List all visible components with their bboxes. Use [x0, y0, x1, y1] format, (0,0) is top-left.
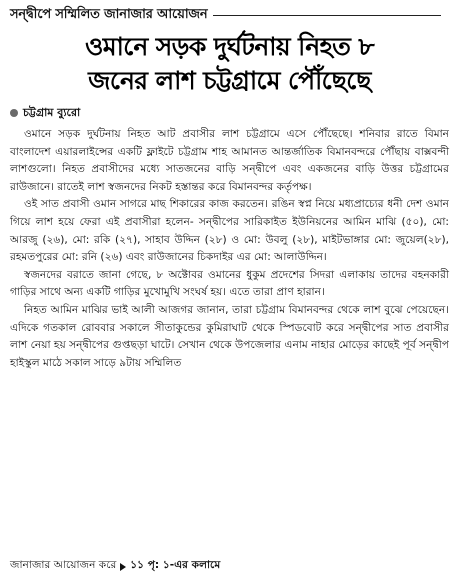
- paragraph-2: ওই সাত প্রবাসী ওমান সাগরে মাছ শিকারের কাজ করতেন। রঙিন স্বপ্ন নিয়ে মধ্যপ্রাচ্যের ধনী দেশ ওমান গিয়ে লাশ হয়ে ফেরা এই প্রবাসীরা হলেন- সন্দ্বীপের সারিকাইত ইউনিয়নের আমিন মাঝি (৫০), মো: আরজু (২৬), মো: রকি (২৭), সাহাব উদ্দিন (২৮) ও মো: উবলু (২৮), মাইটভাঙ্গার মো: জুয়েল(২৮), রহমতপুরের মো: রনি (২৬) এবং রাউজানের চিকদাইর এর মো: আলাউদ্দিন।: [10, 198, 449, 264]
- last-line: জানাজার আয়োজন করে: [10, 559, 117, 571]
- kicker-rule: [213, 15, 441, 16]
- byline-row: [10, 104, 449, 122]
- article-body: [10, 126, 449, 372]
- arrow-right-icon: [120, 563, 126, 571]
- headline: [10, 30, 449, 98]
- paragraph-1: ওমানে সড়ক দুর্ঘটনায় নিহত আট প্রবাসীর লাশ চট্টগ্রামে এসে পৌঁছেছে। শনিবার রাতে বিমান বাংলাদেশ এয়ারলাইন্সের একটি ফ্লাইটে চট্টগ্রাম শাহ আমানত আন্তর্জাতিক বিমানবন্দরে পৌঁছায় বাক্সবন্দী লাশগুলো। নিহত প্রবাসীদের মধ্যে সাতজনের বাড়ি সন্দ্বীপে এবং একজনের বাড়ি উত্তর চট্টগ্রামের রাউজানে। রাতেই লাশ স্বজনদের নিকট হস্তান্তর করে বিমানবন্দর কর্তৃপক্ষ।: [10, 128, 449, 193]
- paragraph-4: নিহত আমিন মাঝির ভাই আলী আজগর জানান, তারা চট্টগ্রাম বিমানবন্দর থেকে লাশ বুঝে পেয়েছেন। এদিকে গতকাল রোববার সকালে সীতাকুন্ডের কুমিরাঘাট থেকে স্পিডবোট করে সন্দ্বীপের সাত প্রবাসীর লাশ নেয়া হয় সন্দ্বীপের গুপ্তছড়া ঘাটে। সেখান থেকে উপজেলার এনাম নাহার মোড়ের কাছেই পূর্ব সন্দ্বীপ হাইস্কুল মাঠে সকাল সাড়ে ৯টায় সম্মিলিত: [10, 303, 449, 369]
- byline: চট্টগ্রাম ব্যুরো: [23, 105, 81, 119]
- headline-line-1: ওমানে সড়ক দুর্ঘটনায় নিহত ৮: [84, 32, 375, 61]
- bullet-icon: [10, 109, 18, 117]
- paragraph-3: স্বজনদের বরাতে জানা গেছে, ৮ অক্টোবর ওমানের ধুকুম প্রদেশের সিদরা এলাকায় তাদের বহনকারী গাড়ির সাথে অন্য একটি গাড়ির মুখোমুখি সংঘর্ষ হয়। এতে তারা প্রাণ হারান।: [10, 268, 449, 299]
- jump-reference: ১১ পৃ: ১-এর কলামে: [130, 559, 221, 571]
- kicker: সন্দ্বীপে সম্মিলিত জানাজার আয়োজন: [10, 6, 208, 22]
- kicker-row: [10, 4, 449, 26]
- headline-line-2: জনের লাশ চট্টগ্রামে পৌঁছেছে: [88, 66, 371, 95]
- continuation-row: [10, 558, 449, 575]
